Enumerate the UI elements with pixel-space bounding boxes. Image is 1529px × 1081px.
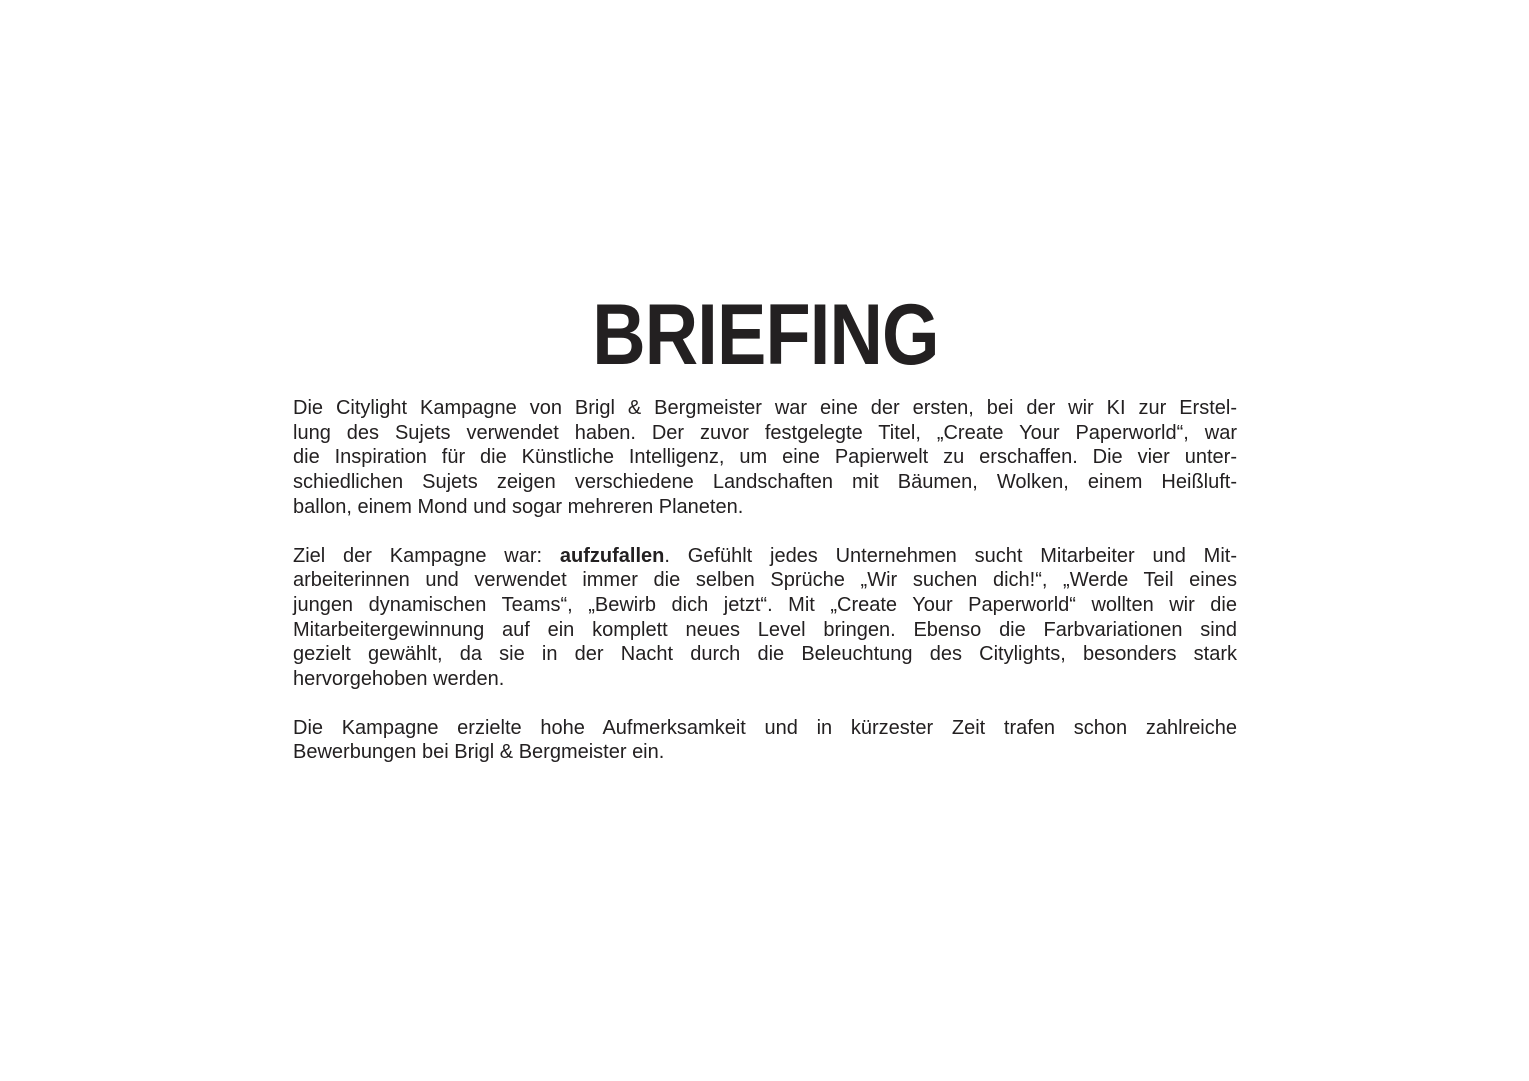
text-segment: Bewerbungen bei Brigl & Bergmeister ein.: [293, 741, 665, 764]
text-segment: Mitarbeitergewinnung auf ein komplett neues Level bringen. Ebenso die Farbvariationen sind: [293, 618, 1237, 641]
text-line: [293, 618, 1237, 643]
text-segment: Ziel der Kampagne war:: [293, 544, 560, 567]
text-segment: Die Citylight Kampagne von Brigl & Bergmeister war eine der ersten, bei der wir KI zur Erstel-: [293, 397, 1237, 419]
text-segment: arbeiterinnen und verwendet immer die selben Sprüche „Wir suchen dich!“, „Werde Teil eines: [293, 569, 1237, 592]
text-line: [293, 667, 1237, 692]
text-segment: . Gefühlt jedes Unternehmen sucht Mitarbeiter und Mit-: [664, 544, 1237, 567]
text-line: [293, 740, 1237, 765]
text-line: [293, 421, 1237, 446]
paragraph: [293, 396, 1237, 520]
page-title-text: BRIEFING: [591, 287, 939, 383]
text-segment: ballon, einem Mond und sogar mehreren Planeten.: [293, 495, 744, 518]
text-segment: gezielt gewählt, da sie in der Nacht durch die Beleuchtung des Citylights, besonders stark: [293, 643, 1237, 666]
page-title: [293, 287, 1237, 383]
text-line: [293, 568, 1237, 593]
body-text: [293, 396, 1237, 765]
text-line: [293, 445, 1237, 470]
text-line: [293, 495, 1237, 520]
text-segment: jungen dynamischen Teams“, „Bewirb dich jetzt“. Mit „Create Your Paperworld“ wollten wir die: [293, 593, 1237, 616]
text-segment: schiedlichen Sujets zeigen verschiedene Landschaften mit Bäumen, Wolken, einem Heißluft-: [293, 471, 1237, 494]
text-line: [293, 470, 1237, 495]
text-line: [293, 396, 1237, 421]
text-segment: die Inspiration für die Künstliche Intelligenz, um eine Papierwelt zu erschaffen. Die vier unter-: [293, 446, 1237, 469]
text-segment: lung des Sujets verwendet haben. Der zuvor festgelegte Titel, „Create Your Paperworld“, war: [293, 421, 1237, 444]
text-line: [293, 642, 1237, 667]
text-line: [293, 593, 1237, 618]
bold-text: aufzufallen: [559, 544, 665, 567]
text-line: [293, 544, 1237, 569]
briefing-section: [293, 287, 1237, 789]
text-segment: Die Kampagne erzielte hohe Aufmerksamkeit und in kürzester Zeit trafen schon zahlreiche: [293, 716, 1237, 739]
paragraph: [293, 544, 1237, 692]
text-line: [293, 716, 1237, 741]
text-segment: hervorgehoben werden.: [293, 668, 505, 691]
paragraph: [293, 716, 1237, 765]
